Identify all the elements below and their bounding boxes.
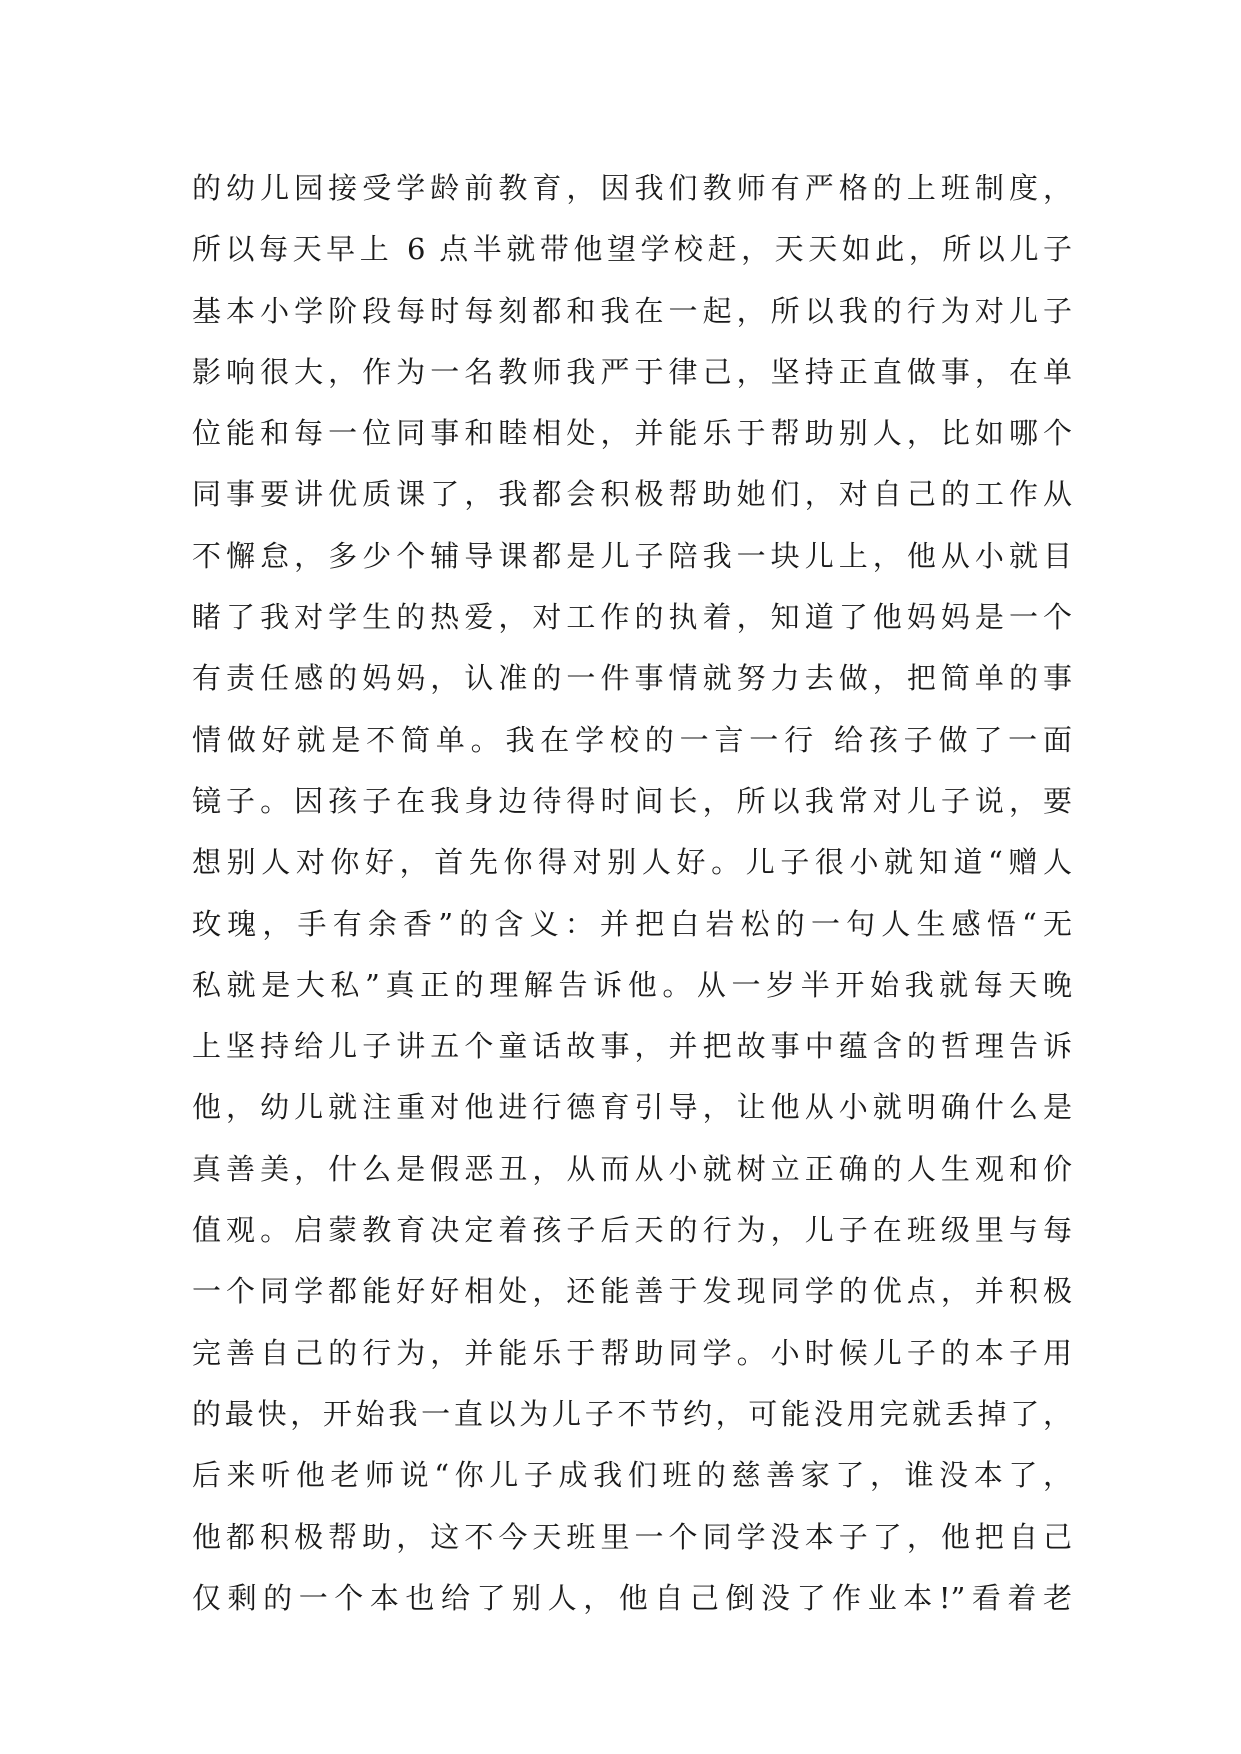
text-line-16: 他，幼儿就注重对他进行德育引导，让他从小就明确什么是 <box>192 1090 1072 1125</box>
text-line-24: 仅剩的一个本也给了别人，他自己倒没了作业本!”看着老 <box>192 1580 1072 1615</box>
text-line-20: 完善自己的行为，并能乐于帮助同学。小时候儿子的本子用 <box>192 1335 1072 1370</box>
text-line-5: 位能和每一位同事和睦相处，并能乐于帮助别人，比如哪个 <box>192 416 1072 451</box>
text-line-14: 私就是大私”真正的理解告诉他。从一岁半开始我就每天晚 <box>192 967 1072 1002</box>
text-line-23: 他都积极帮助，这不今天班里一个同学没本子了，他把自己 <box>192 1519 1072 1554</box>
text-line-11: 镜子。因孩子在我身边待得时间长，所以我常对儿子说，要 <box>192 783 1072 818</box>
text-line-1: 的幼儿园接受学龄前教育，因我们教师有严格的上班制度， <box>192 171 1072 205</box>
text-line-13: 玫瑰，手有余香”的含义：并把白岩松的一句人生感悟“无 <box>192 906 1072 941</box>
text-line-22: 后来听他老师说“你儿子成我们班的慈善家了，谁没本了， <box>192 1458 1072 1493</box>
text-line-7: 不懈怠，多少个辅导课都是儿子陪我一块儿上，他从小就目 <box>192 538 1072 573</box>
text-line-2: 所以每天早上 6 点半就带他望学校赶，天天如此，所以儿子 <box>192 232 1072 267</box>
text-line-21: 的最快，开始我一直以为儿子不节约，可能没用完就丢掉了， <box>192 1396 1072 1431</box>
text-line-17: 真善美，什么是假恶丑，从而从小就树立正确的人生观和价 <box>192 1151 1072 1186</box>
text-line-4: 影响很大，作为一名教师我严于律己，坚持正直做事，在单 <box>192 354 1072 389</box>
text-line-12: 想别人对你好，首先你得对别人好。儿子很小就知道“赠人 <box>192 845 1072 880</box>
text-line-18: 值观。启蒙教育决定着孩子后天的行为，儿子在班级里与每 <box>192 1213 1072 1248</box>
text-line-3: 基本小学阶段每时每刻都和我在一起，所以我的行为对儿子 <box>192 293 1072 328</box>
text-line-10: 情做好就是不简单。我在学校的一言一行 给孩子做了一面 <box>192 722 1072 757</box>
text-line-8: 睹了我对学生的热爱，对工作的执着，知道了他妈妈是一个 <box>192 600 1072 635</box>
text-line-19: 一个同学都能好好相处，还能善于发现同学的优点，并积极 <box>192 1274 1072 1309</box>
body-paragraph <box>192 158 1072 1629</box>
text-line-9: 有责任感的妈妈，认准的一件事情就努力去做，把简单的事 <box>192 661 1072 696</box>
text-line-6: 同事要讲优质课了，我都会积极帮助她们，对自己的工作从 <box>192 477 1072 512</box>
text-line-15: 上坚持给儿子讲五个童话故事，并把故事中蕴含的哲理告诉 <box>192 1029 1072 1064</box>
